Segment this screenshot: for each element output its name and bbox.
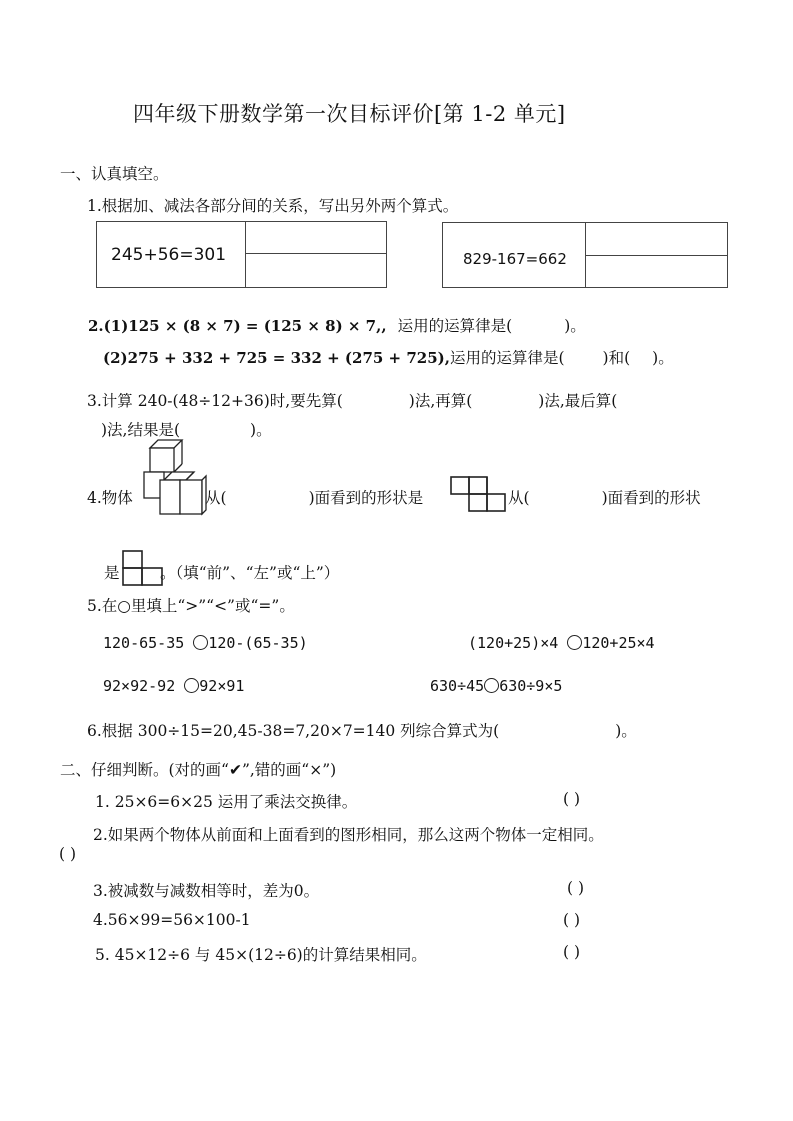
judge-item-2: 2.如果两个物体从前面和上面看到的图形相同，那么这两个物体一定相同。 [93, 826, 604, 844]
page-title: 四年级下册数学第一次目标评价[第 1-2 单元] [133, 102, 566, 126]
q5-item-4 [430, 677, 562, 695]
q3-text-c: )法,最后算( [538, 392, 618, 410]
q4-line-1c [508, 486, 701, 508]
q4-text-d: 从( [508, 489, 530, 507]
q1-box-2-answer-line [585, 255, 727, 256]
q3-line-1 [87, 389, 617, 411]
q4-text-c: )面看到的形状是 [308, 489, 424, 507]
q5-item-3-left: 92×92-92 [103, 677, 185, 695]
q1-text: 1.根据加、减法各部分间的关系，写出另外两个算式。 [87, 197, 459, 215]
judge-item-4-paren[interactable]: ( ) [563, 911, 581, 929]
q5-item-3 [103, 677, 244, 695]
q1-box-2 [442, 222, 728, 288]
q1-box-1-answer-line [245, 253, 386, 254]
q4-line-1b [205, 486, 423, 508]
q5-item-1-right: 120-(65-35) [208, 634, 308, 652]
q2-1-expression: 2.(1)125 × (8 × 7) = (125 × 8) × 7,, [88, 317, 387, 335]
compare-circle[interactable] [184, 678, 199, 693]
q1-box-1-divider [245, 222, 246, 287]
q5-item-1-left: 120-65-35 [103, 634, 194, 652]
view-shape-2-figure [122, 550, 164, 586]
q4-text-b: 从( [205, 489, 227, 507]
judge-item-4: 4.56×99=56×100-1 [93, 911, 251, 929]
q2-2-close: )。 [652, 349, 674, 367]
judge-item-1: 1. 25×6=6×25 运用了乘法交换律。 [95, 793, 358, 811]
q2-1-prompt: 运用的运算律是( [397, 317, 513, 335]
judge-item-1-paren[interactable]: ( ) [563, 790, 581, 808]
q2-2-and: )和( [602, 349, 631, 367]
q4-text-e: )面看到的形状 [601, 489, 701, 507]
q1-box-1-equation: 245+56=301 [111, 245, 227, 265]
judge-item-3-paren[interactable]: ( ) [567, 879, 585, 897]
q1-box-2-equation: 829-167=662 [463, 250, 567, 268]
judge-item-5-paren[interactable]: ( ) [563, 943, 581, 961]
q2-2-expression: (2)275 + 332 + 725 = 332 + (275 + 725), [103, 349, 450, 367]
section2-heading: 二、仔细判断。(对的画“✔”,错的画“×”) [60, 761, 337, 779]
q6-text-b: )。 [615, 722, 637, 740]
q5-item-3-right: 92×91 [199, 677, 245, 695]
q2-2-prompt: 运用的运算律是( [449, 349, 565, 367]
q4-line-2 [104, 561, 120, 583]
q3-line-2 [101, 418, 272, 440]
q3-text-e: )。 [250, 421, 272, 439]
q3-text-b: )法,再算( [408, 392, 473, 410]
q5-item-4-left: 630÷45 [430, 677, 485, 695]
judge-item-5: 5. 45×12÷6 与 45×(12÷6)的计算结果相同。 [95, 946, 427, 964]
compare-circle[interactable] [193, 635, 208, 650]
section1-heading: 一、认真填空。 [60, 165, 169, 183]
q5-item-2-left: (120+25)×4 [468, 634, 568, 652]
q1-box-1 [96, 221, 387, 288]
q2-1-close: )。 [564, 317, 586, 335]
compare-circle[interactable] [567, 635, 582, 650]
q4-text-g: 。（填“前”、“左”或“上”） [160, 564, 340, 582]
q4-text-a: 4.物体 [87, 489, 133, 507]
q4-text-f: 是 [104, 564, 120, 582]
q3-text-a: 3.计算 240-(48÷12+36)时,要先算( [87, 392, 343, 410]
view-shape-1-figure [450, 476, 506, 512]
q4-line-2b [160, 561, 339, 583]
q4-line-1 [87, 486, 133, 508]
judge-item-2-paren[interactable]: ( ) [59, 845, 77, 863]
cube-object-figure [142, 440, 206, 518]
q6-text-a: 6.根据 300÷15=20,45-38=7,20×7=140 列综合算式为( [87, 722, 500, 740]
q2-line-2 [103, 346, 674, 368]
q5-item-1 [103, 634, 308, 652]
q5-item-2 [468, 634, 655, 652]
q3-text-d: )法,结果是( [101, 421, 181, 439]
q5-item-2-right: 120+25×4 [582, 634, 655, 652]
q6-line [87, 719, 637, 741]
q5-text: 5.在○里填上“>”“<”或“=”。 [87, 597, 295, 615]
judge-item-3: 3.被减数与减数相等时，差为0。 [93, 882, 320, 900]
compare-circle[interactable] [484, 678, 499, 693]
q2-line-1 [88, 314, 586, 336]
q5-item-4-right: 630÷9×5 [499, 677, 563, 695]
